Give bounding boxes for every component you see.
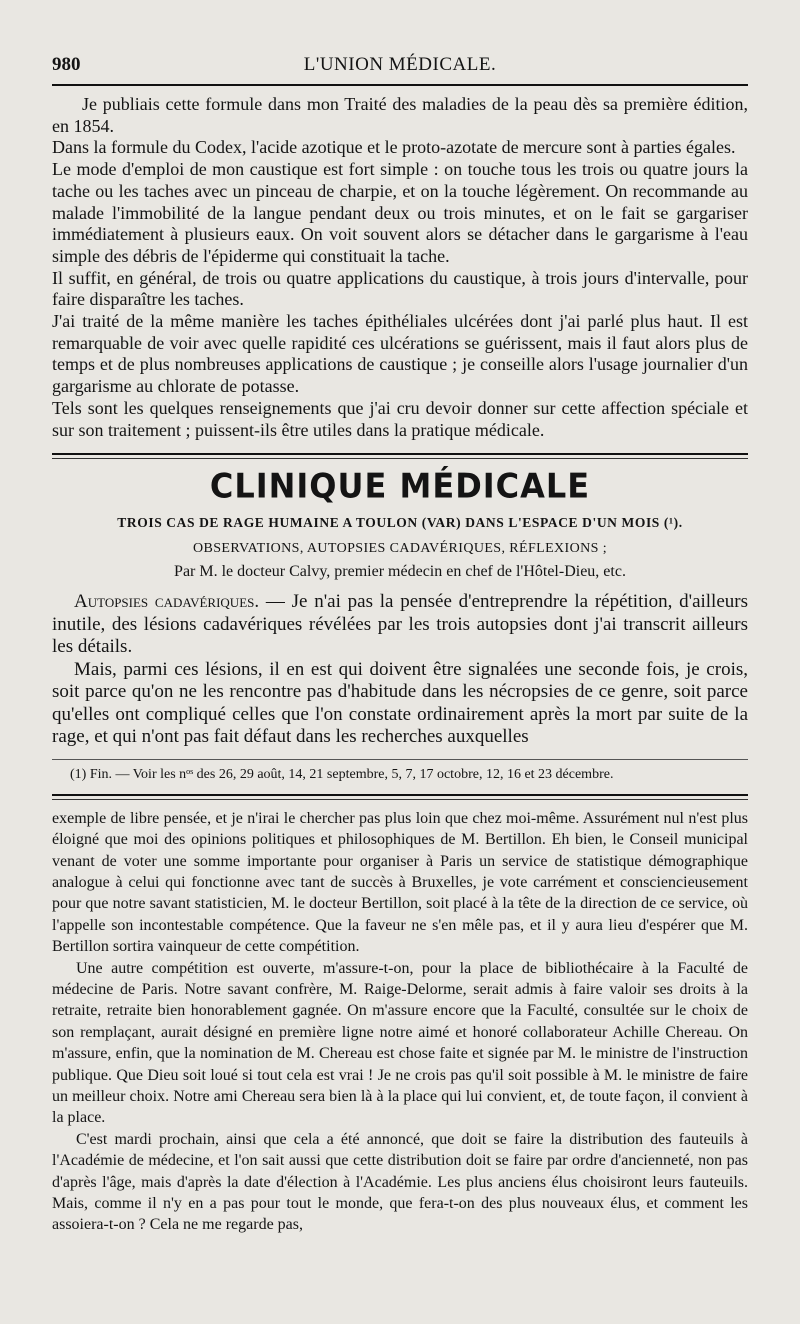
lead-in: Autopsies cadavériques. <box>74 591 260 613</box>
footnote-rule <box>52 759 748 760</box>
paragraph: Une autre compétition est ouverte, m'assure-t-on, pour la place de bibliothécaire à la Faculté de médecine de Paris. Notre savant confrère, M. Raige-Delorme, serait admis à faire valoir ses droits à la retraite, retraite bien honorablement gagnée. On m'assure encore que la Faculté, consultée sur le choix de son remplaçant, aurait désigné en première ligne notre aimé et honoré collaborateur Achille Chereau. On m'assure, enfin, que la nomination de M. Chereau est chose faite et signée par M. le ministre de l'instruction publique. Que Dieu soit loué si tout cela est vrai ! Je ne crois pas qu'il soit possible à M. le ministre de faire un meilleur choix. Notre ami Chereau sera bien là à la place qui lui convient, et, de toute façon, il convient à la place. <box>52 959 748 1127</box>
paragraph: Il suffit, en général, de trois ou quatre applications du caustique, à trois jours d'intervalle, pour faire disparaître les taches. <box>52 267 748 310</box>
paragraph: J'ai traité de la même manière les taches épithéliales ulcérées dont j'ai parlé plus haut. Il est remarquable de voir avec quelle rapidité ces ulcérations se guérissent, mais il faut alors plus de temps et de plus nombreuses applications de caustique ; je conseille alors l'usage journalier d'un gargarisme au chlorate de potasse. <box>52 311 748 397</box>
feuilleton-section <box>52 808 748 1236</box>
paragraph <box>52 591 748 659</box>
paragraph: C'est mardi prochain, ainsi que cela a été annoncé, que doit se faire la distribution des fauteuils à l'Académie de médecine, et l'on sait aussi que cette distribution doit se faire par ordre d'ancienneté, non pas d'après l'âge, mais d'après la date d'élection à l'Académie. Les plus anciens élus choisiront leurs fauteuils. Mais, comme il n'y en a pas pour tout le monde, que fera-t-on des plus nouveaux élus, et comment les assoiera-t-on ? Cela ne me regarde pas, <box>52 1130 748 1234</box>
paragraph: exemple de libre pensée, et je n'irai le chercher pas plus loin que chez moi-même. Assurément nul n'est plus éloigné que moi des opinions politiques et philosophiques de M. Bertillon. Eh bien, le Conseil municipal venant de voter une somme importante pour organiser à Paris un service de statistique démographique analogue à celui qui fonctionne avec tant de succès à Bruxelles, je vote carrément et consciencieusement pour que notre savant statisticien, M. le docteur Bertillon, soit placé à la tête de la direction de ce service, où l'appelle son incontestable compétence. Que la faveur ne s'en mêle pas, et il y aura lieu d'espérer que M. Bertillon sortira vainqueur de cette compétition. <box>52 809 748 956</box>
page-header <box>52 48 748 78</box>
article-byline: Par M. le docteur Calvy, premier médecin en chef de l'Hôtel-Dieu, etc. <box>174 563 626 581</box>
paragraph: Tels sont les quelques renseignements que j'ai cru devoir donner sur cette affection spéciale et sur son traitement ; puissent-ils être utiles dans la pratique médicale. <box>52 397 748 440</box>
paragraph: Le mode d'emploi de mon caustique est fort simple : on touche tous les trois ou quatre jours la tache ou les taches avec un pinceau de charpie, et on la touche légèrement. On recommande au malade l'immobilité de la langue pendant deux ou trois minutes, et on le fait se gargariser immédiatement à plusieurs eaux. On voit souvent alors se détacher dans le gargarisme à l'eau simple des débris de l'épiderme qui constituait la tache. <box>52 159 748 266</box>
paragraph: Mais, parmi ces lésions, il en est qui doivent être signalées une seconde fois, je crois, soit parce qu'on ne les rencontre pas d'habitude dans les nécropsies de ce genre, soit parce qu'elles ont compliqué celles que l'on constate ordinairement après la mort par suite de la rage, et qui n'ont pas fait défaut dans les recherches auxquelles <box>52 658 748 748</box>
footnote: (1) Fin. — Voir les nᵒˢ des 26, 29 août, 14, 21 septembre, 5, 7, 17 octobre, 12, 16 et 23 décembre. <box>70 766 614 782</box>
feuilleton-divider <box>52 794 748 800</box>
article-subtitle: OBSERVATIONS, AUTOPSIES CADAVÉRIQUES, RÉFLEXIONS ; <box>192 541 608 557</box>
running-title: L'UNION MÉDICALE. <box>303 54 497 75</box>
caustic-article-end <box>52 94 748 441</box>
page-number: 980 <box>52 54 81 75</box>
header-rule <box>52 84 748 86</box>
paragraph: Dans la formule du Codex, l'acide azotique et le proto-azotate de mercure sont à parties égales. <box>52 137 736 158</box>
paragraph: Je publiais cette formule dans mon Traité des maladies de la peau dès sa première édition, en 1854. <box>52 94 748 136</box>
article-title: TROIS CAS DE RAGE HUMAINE A TOULON (VAR) DANS L'ESPACE D'UN MOIS (¹). <box>117 515 683 531</box>
paragraph-text: — Je n'ai pas la pensée d'entreprendre la répétition, d'ailleurs inutile, des lésions cadavériques révélées par les trois autopsies dont j'ai transcrit ailleurs les détails. <box>52 591 748 658</box>
section-title: CLINIQUE MÉDICALE <box>209 466 591 507</box>
section-divider <box>52 453 748 459</box>
clinique-section <box>52 467 748 784</box>
